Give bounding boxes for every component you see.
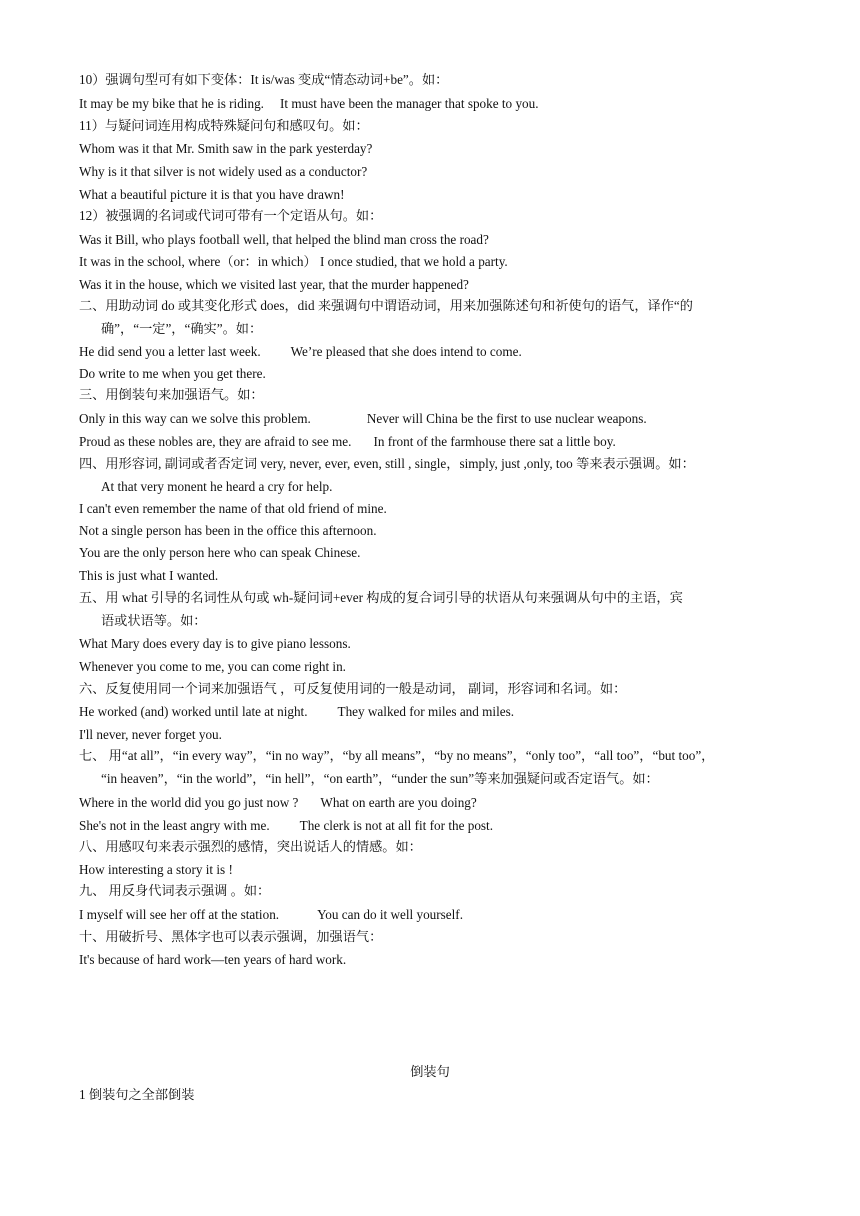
text-line: 语或状语等。如： — [101, 613, 207, 628]
text-line: She's not in the least angry with me. The clerk is not at all fit for the post. — [79, 818, 494, 833]
subsection-heading: 1 倒装句之全部倒装 — [79, 1087, 195, 1102]
text-line: Proud as these nobles are, they are afraid to see me. In front of the farmhouse there sat a little boy. — [79, 434, 616, 449]
text-line: He worked (and) worked until late at night. They walked for miles and miles. — [79, 704, 515, 719]
text-line: 五、用 what 引导的名词性从句或 wh-疑问词+ever 构成的复合词引导的状语从句来强调从句中的主语，宾 — [79, 590, 683, 605]
text-line: 10）强调句型可有如下变体：It is/was 变成“情态动词+be”。如： — [79, 72, 449, 87]
text-line: It's because of hard work—ten years of hard work. — [79, 952, 347, 967]
text-line: 四、用形容词, 副词或者否定词 very, never, ever, even, still , single，simply, just ,only, too 等来表示强调。如： — [79, 456, 695, 471]
text-line: Whom was it that Mr. Smith saw in the park yesterday? — [79, 141, 373, 156]
text-line: Only in this way can we solve this problem. Never will China be the first to use nuclear weapons. — [79, 411, 647, 426]
text-line: You are the only person here who can speak Chinese. — [79, 545, 361, 560]
text-line: 九、 用反身代词表示强调 。如： — [79, 883, 271, 898]
text-line: 十、用破折号、黑体字也可以表示强调，加强语气： — [79, 929, 383, 944]
text-line: Was it in the house, which we visited last year, that the murder happened? — [79, 277, 469, 292]
text-line: What a beautiful picture it is that you have drawn! — [79, 187, 345, 202]
text-line: 11）与疑问词连用构成特殊疑问句和感叹句。如： — [79, 118, 369, 133]
text-line: He did send you a letter last week. We’re pleased that she does intend to come. — [79, 344, 522, 359]
text-line: I myself will see her off at the station. You can do it well yourself. — [79, 907, 463, 922]
text-line: It was in the school, where（or：in which） I once studied, that we hold a party. — [79, 254, 508, 269]
section-title: 倒装句 — [410, 1064, 450, 1079]
text-line: It may be my bike that he is riding. It must have been the manager that spoke to you. — [79, 96, 539, 111]
text-line: 七、 用“at all”，“in every way”，“in no way”，“by all means”，“by no means”，“only too”，“all too”，“but too”， — [79, 748, 715, 763]
text-line: 六、反复使用同一个词来加强语气 ，可反复使用词的一般是动词， 副词，形容词和名词。如： — [79, 681, 627, 696]
text-line: 确”，“一定”，“确实”。如： — [101, 321, 263, 336]
text-line: 八、用感叹句来表示强烈的感情，突出说话人的情感。如： — [79, 839, 422, 854]
text-line: 二、用助动词 do 或其变化形式 does，did 来强调句中谓语动词，用来加强陈述句和祈使句的语气，译作“的 — [79, 298, 693, 313]
text-line: I'll never, never forget you. — [79, 727, 222, 742]
text-line: Not a single person has been in the office this afternoon. — [79, 523, 377, 538]
text-line: Do write to me when you get there. — [79, 366, 266, 381]
text-line: This is just what I wanted. — [79, 568, 219, 583]
text-line: Why is it that silver is not widely used as a conductor? — [79, 164, 368, 179]
text-line: Where in the world did you go just now ? What on earth are you doing? — [79, 795, 477, 810]
text-line: I can't even remember the name of that old friend of mine. — [79, 501, 387, 516]
text-line: At that very monent he heard a cry for help. — [101, 479, 333, 494]
text-line: How interesting a story it is ! — [79, 862, 233, 877]
text-line: 12）被强调的名词或代词可带有一个定语从句。如： — [79, 208, 383, 223]
text-line: “in heaven”，“in the world”，“in hell”，“on earth”，“under the sun”等来加强疑问或否定语气。如： — [101, 771, 659, 786]
text-line: What Mary does every day is to give piano lessons. — [79, 636, 351, 651]
text-line: Was it Bill, who plays football well, that helped the blind man cross the road? — [79, 232, 489, 247]
text-line: Whenever you come to me, you can come right in. — [79, 659, 346, 674]
text-line: 三、用倒装句来加强语气。如： — [79, 387, 264, 402]
